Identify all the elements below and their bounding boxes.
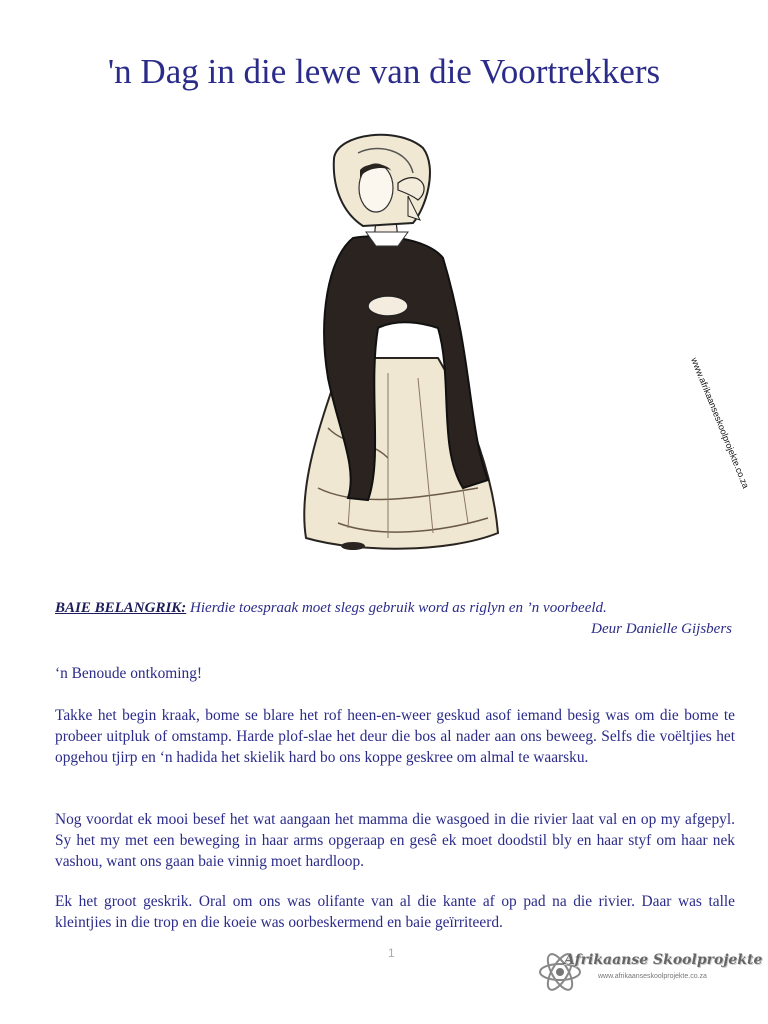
important-note [55, 600, 735, 617]
logo-url: www.afrikaanseskoolprojekte.co.za [598, 973, 707, 980]
page-title: 'n Dag in die lewe van die Voortrekkers [107, 52, 661, 91]
site-logo [536, 946, 763, 1002]
paragraph: Takke het begin kraak, bome se blare het rof heen-en-weer geskud asof iemand besig was om die bome te probeer uitpluk of omstamp. Harde plof-slae het deur die bos al nader aan ons beweeg. Selfs die voëltjies het opgehou tjirp en ‘n hadida het skielik hard bo ons koppe geskree om almal te waarsku. [55, 707, 735, 766]
page-number: 1 [388, 946, 395, 960]
note-text: Hierdie toespraak moet slegs gebruik word as riglyn en ’n voorbeeld. [186, 600, 607, 616]
paragraph-heading: ‘n Benoude ontkoming! [55, 665, 203, 682]
author-line: Deur Danielle Gijsbers [591, 621, 732, 637]
voortrekker-woman-illustration [248, 128, 751, 568]
watermark-text: www.afrikaanseskoolprojekte.co.za [689, 356, 751, 490]
paragraph: Ek het groot geskrik. Oral om ons was olifante van al die kante af op pad na die rivier. Daar was talle kleintjies in die trop en die koeie was oorbeskermend en baie geïrriteerd. [55, 893, 735, 931]
note-key: BAIE BELANGRIK: [55, 600, 187, 616]
paragraph: Nog voordat ek mooi besef het wat aangaan het mamma die wasgoed in die rivier laat val en op my afgepyl. Sy het my met een beweging in haar arms opgeraap en gesê ek moet doodstil bly en haar styf om haar nek vashou, want ons gaan baie vinnig moet hardloop. [55, 811, 735, 870]
logo-text: Afrikaanse Skoolprojekte [564, 952, 763, 968]
